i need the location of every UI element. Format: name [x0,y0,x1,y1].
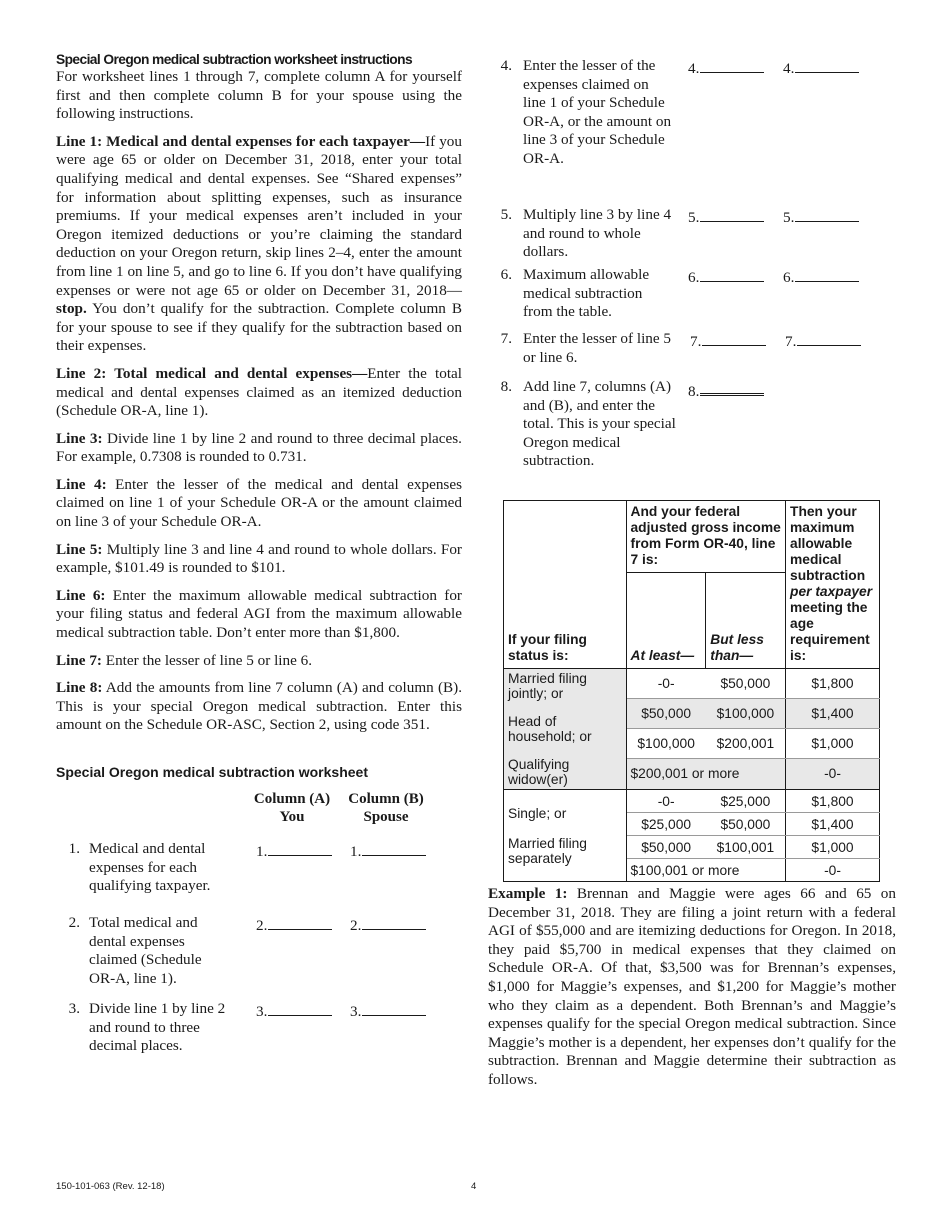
right-column [488,57,896,1088]
instructions-intro: For worksheet lines 1 through 7, complete column A for yourself first and then complete column B for your spouse using the following instructions. [56,68,462,123]
worksheet-line-5: 5. Multiply line 3 by line 4 and round to whole dollars. 5. 5. [488,206,896,266]
worksheet-line-3: 3. Divide line 1 by line 2 and round to three decimal places. 3. 3. [56,1000,462,1060]
worksheet-line-7: 7. Enter the lesser of line 5 or line 6. 7. 7. [488,330,896,378]
line1-stop: stop. [56,300,87,318]
left-column [56,52,462,1060]
table-row: Married filing jointly; or Head of household; or Qualifying widow(er) -0- $50,000 $1,800 [504,669,880,699]
line7-instruction [56,652,462,671]
line6-col-b-field[interactable]: 6. [783,266,859,288]
line2-instruction [56,365,462,421]
table-row: $100,000 $200,001 $1,000 [504,728,880,758]
header-at-least: At least— [626,573,706,669]
header-agi: And your federal adjusted gross income from Form OR-40, line 7 is: [626,501,786,573]
line4-col-b-field[interactable]: 4. [783,57,859,79]
line1-instruction [56,133,462,356]
line5-label: Line 5: [56,540,103,558]
line6-text: Enter the maximum allowable medical subtraction for your filing status and federal AGI from the maximum allowable medical subtraction table. Don’t enter more than $1,800. [56,586,462,642]
table-row: $25,000 $50,000 $1,400 [504,813,880,836]
header-max-subtraction: Then your maximum allowable medical subtraction per taxpayer meeting the age requirement is: [786,501,880,669]
line8-text: Add the amounts from line 7 column (A) and column (B). This is your special Oregon medical subtraction. Enter this amount on the Schedule OR-ASC, Section 2, using code 351. [56,679,462,734]
line7-text: Enter the lesser of line 5 or line 6. [102,651,313,669]
line5-col-b-field[interactable]: 5. [783,206,859,228]
line3-label: Line 3: [56,429,103,447]
line5-text: Multiply line 3 and line 4 and round to whole dollars. For example, $101.49 is rounded to $101. [56,540,462,577]
worksheet-column-headers [56,790,462,830]
worksheet-line-2: 2. Total medical and dental expenses claimed (Schedule OR-A, line 1). 2. 2. [56,914,462,1000]
worksheet-line-8: 8. Add line 7, columns (A) and (B), and enter the total. This is your special Oregon medical subtraction. 8. [488,378,896,488]
example-1 [488,885,896,1090]
column-b-header: Column (B) Spouse [348,791,424,825]
worksheet-line-4: 4. Enter the lesser of the expenses claimed on line 1 of your Schedule OR-A, or the amount on line 3 of your Schedule OR-A. 4. 4. [488,57,896,206]
line2-label: Line 2: Total medical and dental expenses— [56,364,368,382]
line7-label: Line 7: [56,651,102,669]
line6-label: Line 6: [56,586,106,604]
line1-col-b-field[interactable]: 1. [350,840,426,862]
line4-label: Line 4: [56,475,107,493]
table-row: $100,001 or more -0- [504,859,880,882]
table-row: $50,000 $100,000 $1,400 [504,698,880,728]
example-label: Example 1: [488,885,568,902]
table-row: $200,001 or more -0- [504,758,880,789]
line4-text: Enter the lesser of the medical and dental expenses claimed on line 1 of your Schedule OR-A or the amount claimed on line 3 of your Schedule OR-A. [56,475,462,531]
filing-status-group-2: Single; or Married filing separately [504,790,627,882]
column-a-header: Column (A) You [253,791,331,825]
line6-instruction [56,587,462,643]
line2-text: Enter the total medical and dental expenses claimed as an itemized deduction (Schedule OR-A, line 1). [56,364,462,420]
line7-col-a-field[interactable]: 7. [690,330,766,352]
line1-tail: You don’t qualify for the subtraction. Complete column B for your spouse to see if they qualify for the subtraction based on their expenses. [56,300,462,355]
line6-col-a-field[interactable]: 6. [688,266,764,288]
filing-status-group-1: Married filing jointly; or Head of household; or Qualifying widow(er) [504,669,627,790]
line3-text: Divide line 1 by line 2 and round to three decimal places. For example, 0.7308 is rounded to 0.731. [56,429,462,466]
form-id: 150-101-063 (Rev. 12-18) [56,1181,165,1192]
example-text: Brennan and Maggie were ages 66 and 65 on December 31, 2018. They are filing a joint return with a federal AGI of $55,000 and are itemizing deductions for Oregon. In 2018, they paid $5,700 in medical expenses that they claimed on Schedule OR-A. Of that, $3,500 was for Brennan’s expenses, $1,000 for Maggie’s expenses, and $1,200 for Maggie’s mother who they claim as a dependent. Both Brennan’s and Maggie’s expenses qualify for the special Oregon medical subtraction. Since Maggie’s mother is a dependent, her expenses don’t qualify for the subtraction. Brennan and Maggie determine their subtraction as follows. [488,885,896,1088]
page-number: 4 [471,1181,477,1192]
line5-instruction [56,541,462,578]
line2-col-a-field[interactable]: 2. [256,914,332,936]
line8-total-field[interactable]: 8. [688,378,764,402]
table-row: $50,000 $100,001 $1,000 [504,836,880,859]
header-filing-status: If your filing status is: [504,501,627,669]
max-subtraction-table [503,500,880,882]
line1-text: If you were age 65 or older on December 31, 2018, enter your total qualifying medical and dental expenses. See “Shared expenses” for information about splitting expenses, such as insurance premiums. If your medical expenses aren’t included in your Oregon itemized deductions or you’re claiming the standard deduction on your Oregon return, skip lines 2–4, enter the amount from line 1 on line 5, and go to line 6. If you don’t have qualifying expenses or were not age 65 or older on December 31, 2018— [56,132,462,299]
worksheet-line-1: 1. Medical and dental expenses for each qualifying taxpayer. 1. 1. [56,840,462,914]
line3-col-b-field[interactable]: 3. [350,1000,426,1022]
worksheet-title: Special Oregon medical subtraction worksheet [56,764,368,780]
table-row: Single; or Married filing separately -0- $25,000 $1,800 [504,790,880,813]
line8-label: Line 8: [56,679,103,697]
line7-col-b-field[interactable]: 7. [785,330,861,352]
line1-col-a-field[interactable]: 1. [256,840,332,862]
line3-instruction [56,430,462,467]
line4-instruction [56,476,462,532]
line4-col-a-field[interactable]: 4. [688,57,764,79]
line2-col-b-field[interactable]: 2. [350,914,426,936]
line8-instruction [56,679,462,735]
line5-col-a-field[interactable]: 5. [688,206,764,228]
line1-label: Line 1: Medical and dental expenses for each taxpayer— [56,132,426,150]
instructions-title: Special Oregon medical subtraction worksheet instructions [56,52,413,67]
header-but-less-than: But less than— [706,573,786,669]
line3-col-a-field[interactable]: 3. [256,1000,332,1022]
worksheet-line-6: 6. Maximum allowable medical subtraction from the table. 6. 6. [488,266,896,330]
